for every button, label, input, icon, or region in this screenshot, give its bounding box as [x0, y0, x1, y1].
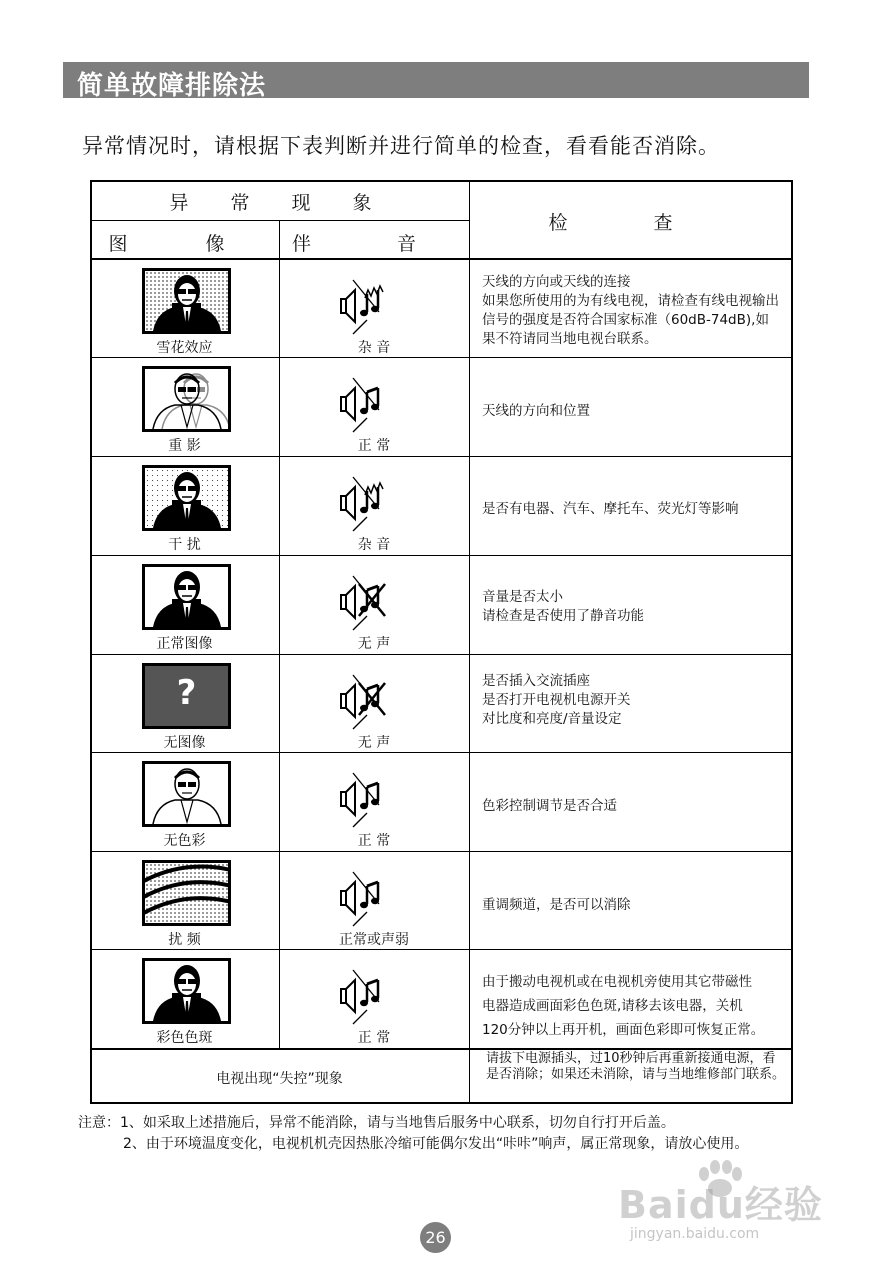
picture-label: 无色彩 [163, 833, 206, 849]
intro-text: 异常情况时，请根据下表判断并进行简单的检查，看看能否消除。 [82, 134, 720, 158]
check-text: 天线的方向或天线的连接 如果您所使用的为有线电视，请检查有线电视输出信号的强度是否符合国家标准（60dB-74dB),如果不符请同当地电视台联系。 [482, 274, 779, 347]
tv-picture-scrambled [142, 860, 231, 926]
watermark-logo: Baidu经验 [618, 1183, 823, 1227]
check-text: 天线的方向和位置 [482, 403, 590, 419]
picture-label: 重 影 [168, 438, 201, 454]
table-row [90, 358, 279, 456]
sound-label: 正 常 [357, 833, 391, 849]
sound-label: 杂 音 [357, 340, 391, 356]
tv-picture-normal [142, 564, 231, 630]
table-row [90, 655, 279, 753]
last-row-check: 请拔下电源插头，过10秒钟后再重新接通电源，看是否消除；如果还未消除，请与当地维修部门联系。 [486, 1051, 786, 1082]
picture-label: 正常图像 [156, 636, 213, 652]
picture-label: 扰 频 [168, 932, 201, 948]
sound-label: 正 常 [357, 1030, 391, 1046]
check-text: 由于搬动电视机或在电视机旁使用其它带磁性 电器造成画面彩色色斑,请移去该电器，关机 120分钟以上再开机，画面色彩即可恢复正常。 [482, 974, 765, 1038]
table-row [90, 457, 279, 555]
section-header [63, 62, 809, 101]
tv-picture-none: ? [142, 663, 231, 729]
note-1: 注意：1、如采取上述措施后，异常不能消除，请与当地售后服务中心联系，切勿自行打开后盖。 [78, 1115, 675, 1131]
sound-label: 杂 音 [357, 537, 391, 553]
speaker-normal-icon [339, 769, 399, 831]
section-title: 简单故障排除法 [77, 71, 267, 101]
sound-label: 无 声 [357, 636, 391, 652]
tv-picture-color-spots [142, 958, 231, 1024]
header-picture: 图 像 [108, 233, 261, 255]
picture-label: 雪花效应 [156, 340, 213, 356]
table-row [90, 260, 279, 358]
last-row-phenomenon: 电视出现“失控”现象 [216, 1071, 343, 1087]
tv-picture-interference [142, 465, 231, 531]
table-row [90, 852, 279, 950]
header-abnormal: 异 常 现 象 [169, 192, 390, 214]
header-sound: 伴 音 [291, 233, 457, 255]
speaker-noise-icon [339, 276, 399, 338]
tv-picture-snow [142, 268, 231, 334]
page-number: 26 [420, 1222, 451, 1253]
picture-label: 无图像 [163, 735, 206, 751]
sound-label: 正常或声弱 [339, 932, 409, 948]
picture-label: 干 扰 [168, 537, 201, 553]
note-2: 2、由于环境温度变化，电视机机壳因热胀冷缩可能偶尔发出“咔咔”响声，属正常现象，请放心使用。 [123, 1136, 749, 1152]
speaker-noise-icon [339, 473, 399, 535]
speaker-normal-icon [339, 966, 399, 1028]
table-row [90, 753, 279, 851]
table-row [90, 556, 279, 654]
speaker-mute-icon [339, 671, 399, 733]
speaker-normal-icon [339, 374, 399, 436]
check-text: 重调频道，是否可以消除 [482, 897, 631, 913]
check-text: 是否插入交流插座 是否打开电视机电源开关 对比度和亮度/音量设定 [482, 673, 631, 727]
check-text: 是否有电器、汽车、摩托车、荧光灯等影响 [482, 501, 739, 517]
watermark-url: jingyan.baidu.com [630, 1226, 760, 1242]
check-text: 色彩控制调节是否合适 [482, 798, 617, 814]
header-check: 检 查 [548, 212, 713, 234]
sound-label: 正 常 [357, 438, 391, 454]
table-row [90, 950, 279, 1048]
troubleshooting-table [90, 180, 793, 1104]
tv-picture-ghost [142, 366, 231, 432]
picture-label: 彩色色斑 [156, 1030, 213, 1046]
sound-label: 无 声 [357, 735, 391, 751]
watermark [610, 1160, 830, 1250]
speaker-mute-icon [339, 572, 399, 634]
tv-picture-no-color [142, 761, 231, 827]
speaker-normal-icon [339, 868, 399, 930]
check-text: 音量是否太小 请检查是否使用了静音功能 [482, 589, 644, 624]
